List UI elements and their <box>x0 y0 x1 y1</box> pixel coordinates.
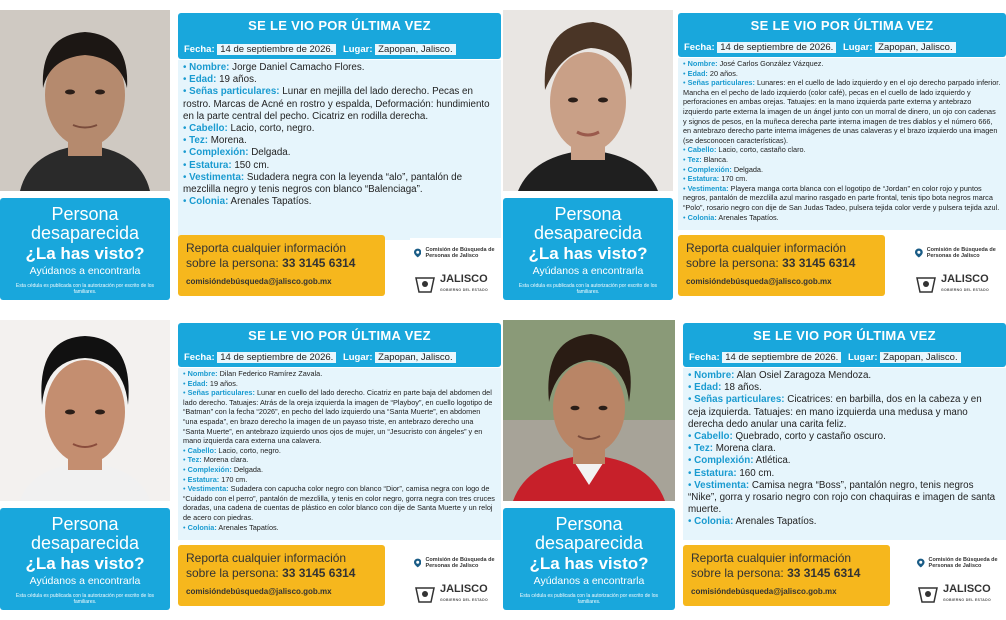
portrait-image <box>503 10 673 191</box>
jalisco-logo-text: JALISCO <box>941 273 989 285</box>
date-place-line <box>684 42 956 53</box>
bullet-dot-icon: • <box>183 378 188 388</box>
bullet-dot-icon: • <box>688 467 695 479</box>
report-line: Reporta cualquier información <box>686 241 847 255</box>
report-prefix: sobre la persona: <box>691 566 784 580</box>
bullet-dot-icon: • <box>183 474 188 484</box>
report-line: Reporta cualquier información <box>186 551 347 565</box>
report-phone-line <box>186 566 385 581</box>
detail-key: Complexión: <box>687 164 732 174</box>
detail-value: Lunar en mejilla del lado derecho. Pecas en rostro. Marcas de Acné en rostro y espalda, Deformación: hundimiento en la parte central del pecho. Cicatriz en rodilla derecha. <box>183 86 490 122</box>
report-info-box <box>678 235 885 296</box>
bullet-dot-icon: • <box>683 154 688 164</box>
last-seen-title: SE LE VIO POR ÚLTIMA VEZ <box>750 18 934 33</box>
bullet-dot-icon: • <box>683 164 688 174</box>
bullet-dot-icon: • <box>683 78 688 88</box>
report-phone-line <box>691 566 890 581</box>
detail-value: 19 años. <box>209 378 238 388</box>
detail-value: Playera manga corta blanca con el logotipo de “Jordan” en color rojo y puntos negros, pantalón de mezclilla azul marino rasgado en parte frontal, tenis tipo bota negros marca “Polo”, rosario negro con dije de San Judas Tadeo, pulsera tejida color verde y pulsera tejida azul. <box>683 183 1000 212</box>
banner-desaparecida: desaparecida <box>30 223 140 243</box>
detail-value: Arenales Tapatíos. <box>735 516 817 528</box>
banner-persona: Persona <box>555 514 623 534</box>
detail-line <box>183 379 496 389</box>
missing-person-banner <box>503 198 673 300</box>
date-label: Fecha: <box>184 352 215 363</box>
banner-authorization-note: Esta cédula es publicada con la autorización por escrito de los familiares. <box>519 593 659 605</box>
report-phone: 33 3145 6314 <box>787 566 861 580</box>
missing-person-poster <box>0 10 503 300</box>
detail-line <box>183 455 496 465</box>
banner-help-text: Ayúdanos a encontrarla <box>532 265 644 277</box>
bullet-dot-icon: • <box>683 212 688 222</box>
jalisco-logo-subtext: GOBIERNO DEL ESTADO <box>440 598 488 602</box>
place-label: Lugar: <box>847 352 878 363</box>
report-info-box <box>178 545 385 606</box>
report-line: Reporta cualquier información <box>186 241 347 255</box>
last-seen-title: SE LE VIO POR ÚLTIMA VEZ <box>248 18 431 33</box>
detail-value: 170 cm. <box>721 174 748 184</box>
detail-key: Tez: <box>187 455 202 465</box>
detail-value: 20 años. <box>709 68 738 78</box>
place-label: Lugar: <box>342 352 373 363</box>
detail-line <box>688 455 1001 467</box>
banner-help-text: Ayúdanos a encontrarla <box>533 575 645 587</box>
person-details <box>178 368 501 540</box>
date-value: 14 de septiembre de 2026. <box>722 352 841 363</box>
report-prefix: sobre la persona: <box>686 256 779 270</box>
detail-line <box>688 516 1001 528</box>
detail-value: 18 años. <box>724 382 762 394</box>
report-email: comisióndebúsqueda@jalisco.gob.mx <box>186 587 332 596</box>
date-value: 14 de septiembre de 2026. <box>217 352 336 363</box>
detail-line <box>688 394 1001 431</box>
bullet-dot-icon: • <box>183 455 188 465</box>
detail-value: 19 años. <box>219 74 257 86</box>
banner-authorization-note: Esta cédula es publicada con la autorización por escrito de los familiares. <box>15 283 155 295</box>
last-seen-header <box>678 13 1006 57</box>
detail-value: Sudadera con capucha color negro con blanco “Dior”, camisa negra con logo de “Cuidado con el perro”, pantalón de mezclilla, y tenis en color negro, gorra negra con tres cruces doradas, una cadena de cuentas de plástico en color blanco con dije de Santa Muerte y un reloj de acero con piedras. <box>183 484 495 522</box>
banner-persona: Persona <box>554 204 622 224</box>
bullet-dot-icon: • <box>183 369 188 378</box>
date-place-line <box>689 352 961 363</box>
last-seen-header <box>178 323 501 367</box>
comision-logo-text: Comisión de Búsqueda de Personas de Jalisco <box>926 246 996 259</box>
banner-persona: Persona <box>51 204 119 224</box>
detail-key: Señas particulares: <box>187 388 255 398</box>
comision-logo-text: Comisión de Búsqueda de Personas de Jalisco <box>425 556 495 569</box>
person-photo <box>0 10 170 191</box>
banner-desaparecida: desaparecida <box>30 533 140 553</box>
report-phone-line <box>686 256 885 271</box>
detail-line <box>688 480 1001 517</box>
report-phone-line <box>186 256 385 271</box>
bullet-dot-icon: • <box>183 196 190 208</box>
detail-line <box>688 443 1001 455</box>
institution-logos <box>410 548 502 606</box>
detail-line <box>183 135 496 147</box>
detail-line <box>183 74 496 86</box>
bullet-dot-icon: • <box>183 135 190 147</box>
comision-logo-text: Comisión de Búsqueda de Personas de Jalisco <box>928 556 998 569</box>
detail-line <box>183 160 496 172</box>
detail-value: Jorge Daniel Camacho Flores. <box>232 62 365 73</box>
detail-value: Dilan Federico Ramírez Zavala. <box>219 369 323 378</box>
bullet-dot-icon: • <box>683 145 688 155</box>
portrait-image <box>0 10 170 191</box>
detail-line <box>183 369 496 379</box>
detail-line <box>683 184 1001 213</box>
bullet-dot-icon: • <box>683 68 688 78</box>
detail-key: Edad: <box>687 68 708 78</box>
detail-value: 150 cm. <box>234 159 270 171</box>
date-label: Fecha: <box>689 352 720 363</box>
detail-key: Edad: <box>187 378 208 388</box>
bullet-dot-icon: • <box>688 455 695 467</box>
bullet-dot-icon: • <box>688 382 695 394</box>
detail-line <box>688 382 1001 394</box>
last-seen-header <box>178 13 501 59</box>
detail-key: Cabello: <box>189 123 228 135</box>
banner-authorization-note: Esta cédula es publicada con la autorización por escrito de los familiares. <box>518 283 658 295</box>
last-seen-header <box>683 323 1006 367</box>
bullet-dot-icon: • <box>688 394 695 406</box>
detail-key: Estatura: <box>187 474 220 484</box>
detail-key: Tez: <box>687 154 702 164</box>
report-info-box <box>683 545 890 606</box>
missing-person-banner <box>0 198 170 300</box>
institution-logos <box>913 548 1006 606</box>
missing-person-banner <box>0 508 170 610</box>
bullet-dot-icon: • <box>683 59 688 68</box>
detail-line <box>683 155 1001 165</box>
detail-line <box>683 213 1001 223</box>
detail-line <box>683 59 1001 69</box>
detail-key: Vestimenta: <box>694 479 750 491</box>
date-label: Fecha: <box>684 42 715 53</box>
detail-value: 160 cm. <box>739 467 775 479</box>
detail-key: Vestimenta: <box>187 484 229 494</box>
detail-key: Señas particulares: <box>694 394 785 406</box>
person-details <box>178 60 501 240</box>
detail-key: Colonia: <box>189 196 229 208</box>
detail-key: Complexión: <box>694 455 754 467</box>
place-label: Lugar: <box>342 44 373 55</box>
banner-desaparecida: desaparecida <box>533 223 643 243</box>
banner-question: ¿La has visto? <box>528 244 648 263</box>
last-seen-title: SE LE VIO POR ÚLTIMA VEZ <box>248 328 431 343</box>
person-details <box>683 368 1006 540</box>
detail-key: Señas particulares: <box>189 86 280 98</box>
location-pin-icon <box>917 556 925 570</box>
detail-key: Tez: <box>694 443 714 455</box>
detail-value: Cicatrices: en barbilla, dos en la cabeza y en ceja izquierda. Tatuajes: en mano izquierda una medusa y mano derecha dedo anular una carita feliz. <box>688 394 982 430</box>
detail-key: Edad: <box>694 382 722 394</box>
institution-logos <box>911 238 1006 296</box>
detail-key: Complexión: <box>189 147 249 159</box>
detail-key: Tez: <box>189 135 209 147</box>
place-value: Zapopan, Jalisco. <box>875 42 955 53</box>
detail-line <box>183 523 496 533</box>
bullet-dot-icon: • <box>688 431 695 443</box>
detail-value: Morena. <box>210 135 247 147</box>
missing-person-poster <box>503 320 1006 610</box>
detail-value: Morena clara. <box>203 455 249 465</box>
detail-value: 170 cm. <box>221 474 248 484</box>
location-pin-icon <box>414 556 421 570</box>
jalisco-logo-subtext: GOBIERNO DEL ESTADO <box>440 288 488 292</box>
missing-person-poster <box>503 10 1006 300</box>
detail-key: Estatura: <box>189 159 232 171</box>
detail-key: Colonia: <box>187 522 217 532</box>
jalisco-logo-text: JALISCO <box>943 583 991 595</box>
detail-value: Morena clara. <box>715 443 776 455</box>
missing-person-banner <box>503 508 675 610</box>
bullet-dot-icon: • <box>683 183 688 193</box>
detail-line <box>183 475 496 485</box>
detail-value: Arenales Tapatíos. <box>218 522 279 532</box>
jalisco-crest-icon <box>414 586 436 604</box>
detail-value: Lunares: en el cuello de lado izquierdo y en el ojo derecho parpado inferior. Mancha en el pecho de lado izquierdo (color café), pecas en el cuello de lado izquierdo y perforaciones en ambas orejas. Tatuajes: en la mano izquierda parte externa y antebrazo izquierdo parte externa la imagen de un ángel junto con un morral de dinero, un ojo con cadenas y signos de pesos, en la muñeca derecha parte interna imagen de tres diablos y el número 666, en antebrazo derecho parte interna imágenes de unas calaveras y el brazo izquierdo una imagen (se desconocen características). <box>683 78 1001 145</box>
detail-value: Lunar en cuello del lado derecho. Cicatriz en parte baja del abdomen del lado derecho. Tatuajes: Atrás de la oreja izquierda la imagen de “Playboy”, en cuello logotipo de “Batman” con la fecha “2026”, en pecho del lado izquierdo una “Santa Muerte”, en abdomen “una espada”, en brazo derecho la imagen de un payaso triste, en antebrazo derecho una “Santa Muerte”, en antebrazo izquierdo unos ojos de mujer, un “Jesucristo con ángeles” y en mano izquierda cara externa una calavera. <box>183 388 493 446</box>
portrait-image <box>503 320 675 501</box>
report-prefix: sobre la persona: <box>186 566 279 580</box>
bullet-dot-icon: • <box>183 123 190 135</box>
detail-line <box>183 465 496 475</box>
detail-line <box>683 165 1001 175</box>
report-line: Reporta cualquier información <box>691 551 852 565</box>
detail-key: Nombre: <box>694 370 735 381</box>
bullet-dot-icon: • <box>183 445 188 455</box>
bullet-dot-icon: • <box>688 443 695 455</box>
detail-key: Estatura: <box>687 174 720 184</box>
detail-value: Camisa negra “Boss”, pantalón negro, tenis negros “Nike”, gorra y rosario negro con rojo con chaquiras e imagen de santa muerte. <box>688 479 996 516</box>
detail-value: Sudadera negra con la leyenda “alo”, pantalón de mezclilla negro y tenis negros con blanco “Balenciaga”. <box>183 171 463 196</box>
person-photo <box>503 320 675 501</box>
detail-value: Atlética. <box>755 455 791 467</box>
date-place-line <box>184 352 456 363</box>
detail-line <box>688 370 1001 382</box>
detail-key: Nombre: <box>687 59 718 68</box>
banner-persona: Persona <box>51 514 119 534</box>
jalisco-crest-icon <box>414 276 436 294</box>
detail-value: José Carlos González Vázquez. <box>719 59 824 68</box>
detail-line <box>183 446 496 456</box>
detail-key: Vestimenta: <box>687 183 729 193</box>
detail-line <box>683 78 1001 145</box>
detail-value: Quebrado, corto y castaño oscuro. <box>735 431 886 443</box>
detail-value: Lacio, corto, negro. <box>218 445 281 455</box>
detail-line <box>683 174 1001 184</box>
place-value: Zapopan, Jalisco. <box>880 352 960 363</box>
bullet-dot-icon: • <box>183 159 190 171</box>
detail-key: Cabello: <box>687 145 717 155</box>
banner-help-text: Ayúdanos a encontrarla <box>29 265 141 277</box>
person-details <box>678 58 1006 230</box>
detail-line <box>183 388 496 446</box>
report-email: comisióndebúsqueda@jalisco.gob.mx <box>691 587 837 596</box>
detail-value: Alan Osiel Zaragoza Mendoza. <box>736 370 872 381</box>
location-pin-icon <box>915 246 923 260</box>
date-place-line <box>184 44 456 55</box>
detail-line <box>183 172 496 196</box>
detail-line <box>183 147 496 159</box>
comision-logo-text: Comisión de Búsqueda de Personas de Jalisco <box>425 246 495 259</box>
detail-key: Colonia: <box>694 516 734 528</box>
detail-key: Señas particulares: <box>687 78 755 88</box>
detail-line <box>688 431 1001 443</box>
date-label: Fecha: <box>184 44 215 55</box>
detail-line <box>688 468 1001 480</box>
detail-value: Blanca. <box>703 154 729 164</box>
detail-key: Complexión: <box>187 464 232 474</box>
detail-value: Delgada. <box>233 464 264 474</box>
bullet-dot-icon: • <box>183 86 190 98</box>
place-value: Zapopan, Jalisco. <box>375 352 455 363</box>
bullet-dot-icon: • <box>183 62 190 73</box>
detail-line <box>683 145 1001 155</box>
bullet-dot-icon: • <box>183 74 190 86</box>
person-photo <box>503 10 673 191</box>
detail-value: Arenales Tapatíos. <box>718 212 779 222</box>
report-info-box <box>178 235 385 296</box>
report-phone: 33 3145 6314 <box>282 566 356 580</box>
detail-key: Nombre: <box>187 369 218 378</box>
detail-value: Arenales Tapatíos. <box>230 196 312 208</box>
detail-key: Nombre: <box>189 62 230 73</box>
detail-key: Cabello: <box>187 445 217 455</box>
portrait-image <box>0 320 170 501</box>
person-photo <box>0 320 170 501</box>
date-value: 14 de septiembre de 2026. <box>717 42 836 53</box>
report-prefix: sobre la persona: <box>186 256 279 270</box>
detail-key: Colonia: <box>687 212 717 222</box>
jalisco-logo-text: JALISCO <box>440 583 488 595</box>
bullet-dot-icon: • <box>183 171 190 183</box>
detail-line <box>183 123 496 135</box>
report-email: comisióndebúsqueda@jalisco.gob.mx <box>686 277 832 286</box>
detail-value: Lacio, corto, castaño claro. <box>718 145 806 155</box>
report-phone: 33 3145 6314 <box>782 256 856 270</box>
date-value: 14 de septiembre de 2026. <box>217 44 336 55</box>
detail-line <box>683 69 1001 79</box>
detail-line <box>183 62 496 74</box>
location-pin-icon <box>414 246 421 260</box>
place-value: Zapopan, Jalisco. <box>375 44 455 55</box>
jalisco-crest-icon <box>917 586 939 604</box>
detail-line <box>183 86 496 123</box>
detail-key: Edad: <box>189 74 217 86</box>
bullet-dot-icon: • <box>688 370 695 381</box>
banner-question: ¿La has visto? <box>25 244 145 263</box>
detail-key: Cabello: <box>694 431 733 443</box>
last-seen-title: SE LE VIO POR ÚLTIMA VEZ <box>753 328 936 343</box>
jalisco-crest-icon <box>915 276 937 294</box>
jalisco-logo-subtext: GOBIERNO DEL ESTADO <box>943 598 991 602</box>
detail-key: Vestimenta: <box>189 171 245 183</box>
missing-person-poster <box>0 320 503 610</box>
banner-authorization-note: Esta cédula es publicada con la autorización por escrito de los familiares. <box>15 593 155 605</box>
detail-value: Delgada. <box>251 147 291 159</box>
banner-help-text: Ayúdanos a encontrarla <box>29 575 141 587</box>
detail-key: Estatura: <box>694 467 737 479</box>
jalisco-logo-text: JALISCO <box>440 273 488 285</box>
institution-logos <box>410 238 502 296</box>
bullet-dot-icon: • <box>183 484 188 494</box>
detail-line <box>183 196 496 208</box>
banner-question: ¿La has visto? <box>25 554 145 573</box>
jalisco-logo-subtext: GOBIERNO DEL ESTADO <box>941 288 989 292</box>
bullet-dot-icon: • <box>183 464 188 474</box>
banner-desaparecida: desaparecida <box>534 533 644 553</box>
bullet-dot-icon: • <box>183 388 188 398</box>
report-phone: 33 3145 6314 <box>282 256 356 270</box>
place-label: Lugar: <box>842 42 873 53</box>
detail-value: Delgada. <box>733 164 764 174</box>
detail-line <box>183 484 496 522</box>
bullet-dot-icon: • <box>688 479 695 491</box>
bullet-dot-icon: • <box>688 516 695 528</box>
banner-question: ¿La has visto? <box>529 554 649 573</box>
bullet-dot-icon: • <box>183 147 190 159</box>
report-email: comisióndebúsqueda@jalisco.gob.mx <box>186 277 332 286</box>
bullet-dot-icon: • <box>683 174 688 184</box>
detail-value: Lacio, corto, negro. <box>230 123 315 135</box>
bullet-dot-icon: • <box>183 522 188 532</box>
